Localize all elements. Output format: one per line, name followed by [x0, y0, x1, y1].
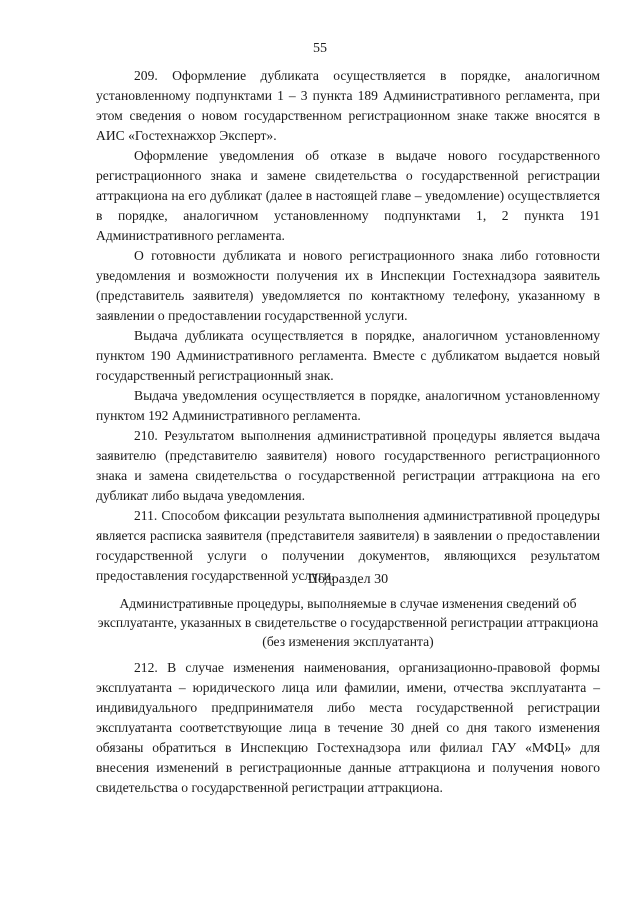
page-number: 55: [313, 41, 327, 56]
paragraph-212: 212. В случае изменения наименования, организационно-правовой формы эксплуатанта – юридического лица или фамилии, имени, отчества эксплуатанта – индивидуального предпринимателя либо места государственной регистрации эксплуатанта соответствующие лица в течение 30 дней со дня такого изменения обязаны обратиться в Инспекцию Гостехнадзора или филиал ГАУ «МФЦ» для внесения изменений в регистрационные данные аттракциона и получения нового свидетельства о государственной регистрации аттракциона.: [96, 660, 600, 795]
paragraph-211: 211. Способом фиксации результата выполнения административной процедуры является расписка заявителя (представителя заявителя) в заявлении о предоставлении государственной услуги о получении документов, являющихся результатом предоставления государственной услуги.: [96, 508, 600, 583]
paragraph-notice-registration: Оформление уведомления об отказе в выдаче нового государственного регистрационного знака и замене свидетельства о государственной регистрации аттракциона на его дубликат (далее в настоящей главе – уведомление) осуществляется в порядке, аналогичном установленному подпунктами 1, 2 пункта 191 Административного регламента.: [96, 148, 600, 243]
paragraph-notice-issue: Выдача уведомления осуществляется в порядке, аналогичном установленному пунктом 192 Административного регламента.: [96, 388, 600, 423]
paragraph-209: 209. Оформление дубликата осуществляется в порядке, аналогичном установленному подпунктами 1 – 3 пункта 189 Административного регламента, при этом сведения о новом государственном регистрационном знаке также вносятся в АИС «Гостехнажхор Эксперт».: [96, 68, 600, 143]
section-heading: [96, 570, 600, 651]
paragraph-readiness: О готовности дубликата и нового регистрационного знака либо готовности уведомления и возможности получения их в Инспекции Гостехнадзора заявитель (представитель заявителя) уведомляется по контактному телефону, указанному в заявлении о предоставлении государственной услуги.: [96, 248, 600, 323]
paragraph-210: 210. Результатом выполнения административной процедуры является выдача заявителю (представителю заявителя) нового государственного регистрационного знака и замена свидетельства о государственной регистрации аттракциона на его дубликат либо выдача уведомления.: [96, 428, 600, 503]
paragraph-duplicate-issue: Выдача дубликата осуществляется в порядке, аналогичном установленному пунктом 190 Административного регламента. Вместе с дубликатом выдается новый государственный регистрационный знак.: [96, 328, 600, 383]
section-subtitle: Административные процедуры, выполняемые в случае изменения сведений об эксплуатанте, указанных в свидетельстве о государственной регистрации аттракциона (без изменения эксплуатанта): [97, 596, 599, 649]
section-title: Подраздел 30: [307, 572, 389, 587]
body-text-after-section: [96, 658, 600, 798]
body-text: [96, 66, 600, 586]
